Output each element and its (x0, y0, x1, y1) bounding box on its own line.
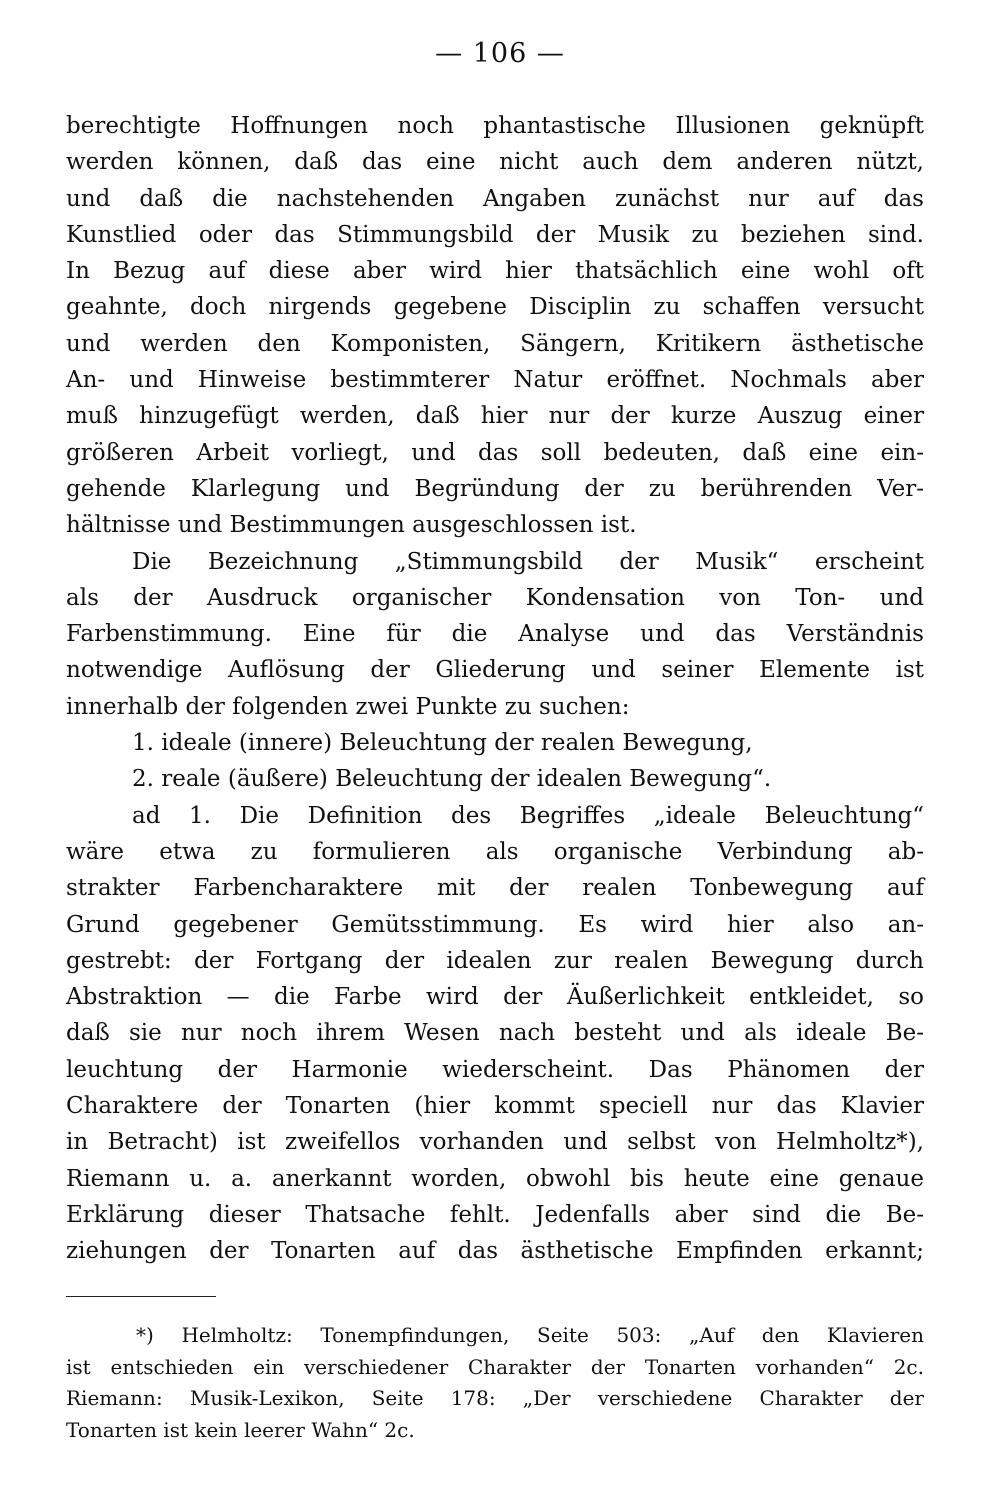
text-line: Charaktere der Tonarten (hier kommt speciell nur das Klavier (66, 1093, 924, 1120)
text-line: Grund gegebener Gemütsstimmung. Es wird hier also an- (66, 911, 924, 938)
footnote-line: *) Helmholtz: Tonempfindungen, Seite 503: „Auf den Klavieren (136, 1323, 924, 1347)
footnote-line: Riemann: Musik-Lexikon, Seite 178: „Der verschiedene Charakter der (66, 1386, 924, 1410)
list-item: 1. ideale (innere) Beleuchtung der realen Bewegung, (132, 730, 753, 757)
body-text (66, 108, 924, 1270)
text-line: An- und Hinweise bestimmterer Natur eröffnet. Nochmals aber (66, 367, 924, 394)
text-line: gestrebt: der Fortgang der idealen zur realen Bewegung durch (66, 947, 924, 974)
text-line: ad 1. Die Definition des Begriffes „ideale Beleuchtung“ (132, 802, 924, 829)
text-line: In Bezug auf diese aber wird hier thatsächlich eine wohl oft (66, 258, 924, 285)
text-line: und daß die nachstehenden Angaben zunächst nur auf das (66, 185, 924, 212)
text-line: größeren Arbeit vorliegt, und das soll bedeuten, daß eine ein- (66, 439, 924, 466)
text-line: und werden den Komponisten, Sängern, Kritikern ästhetische (66, 330, 924, 357)
text-line: Riemann u. a. anerkannt worden, obwohl bis heute eine genaue (66, 1165, 924, 1192)
text-line: muß hinzugefügt werden, daß hier nur der kurze Auszug einer (66, 403, 924, 430)
page-number: — 106 — (435, 38, 565, 69)
text-line: notwendige Auflösung der Gliederung und seiner Elemente ist (66, 657, 924, 684)
footnote-divider (66, 1296, 216, 1297)
text-line: in Betracht) ist zweifellos vorhanden und selbst von Helmholtz*), (66, 1129, 924, 1156)
text-line: Abstraktion — die Farbe wird der Äußerlichkeit entkleidet, so (66, 984, 924, 1011)
text-line: als der Ausdruck organischer Kondensation von Ton- und (66, 584, 924, 611)
list-item: 2. reale (äußere) Beleuchtung der idealen Bewegung“. (132, 766, 772, 793)
text-line: ziehungen der Tonarten auf das ästhetische Empfinden erkannt; (66, 1238, 924, 1265)
text-line: daß sie nur noch ihrem Wesen nach besteht und als ideale Be- (66, 1020, 924, 1047)
footnote-line: ist entschieden ein verschiedener Charakter der Tonarten vorhanden“ 2c. (66, 1354, 924, 1379)
text-line: strakter Farbencharaktere mit der realen Tonbewegung auf (66, 875, 924, 902)
text-line: Die Bezeichnung „Stimmungsbild der Musik“ erscheint (132, 548, 924, 575)
text-line: Farbenstimmung. Eine für die Analyse und das Verständnis (66, 621, 924, 648)
text-line: hältnisse und Bestimmungen ausgeschlossen ist. (66, 512, 637, 539)
text-line: Erklärung dieser Thatsache fehlt. Jedenfalls aber sind die Be- (66, 1201, 924, 1228)
text-line: gehende Klarlegung und Begründung der zu berührenden Ver- (66, 475, 924, 502)
text-line: Kunstlied oder das Stimmungsbild der Musik zu beziehen sind. (66, 221, 924, 248)
text-line: werden können, daß das eine nicht auch dem anderen nützt, (66, 149, 924, 176)
text-line: innerhalb der folgenden zwei Punkte zu suchen: (66, 693, 630, 720)
text-line: berechtigte Hoffnungen noch phantastische Illusionen geknüpft (66, 113, 924, 139)
text-line: wäre etwa zu formulieren als organische Verbindung ab- (66, 838, 924, 865)
footnote-line: Tonarten ist kein leerer Wahn“ 2c. (66, 1417, 415, 1442)
text-line: leuchtung der Harmonie wiederscheint. Das Phänomen der (66, 1056, 924, 1083)
text-line: geahnte, doch nirgends gegebene Disciplin zu schaffen versucht (66, 294, 924, 321)
footnote (66, 1320, 924, 1446)
